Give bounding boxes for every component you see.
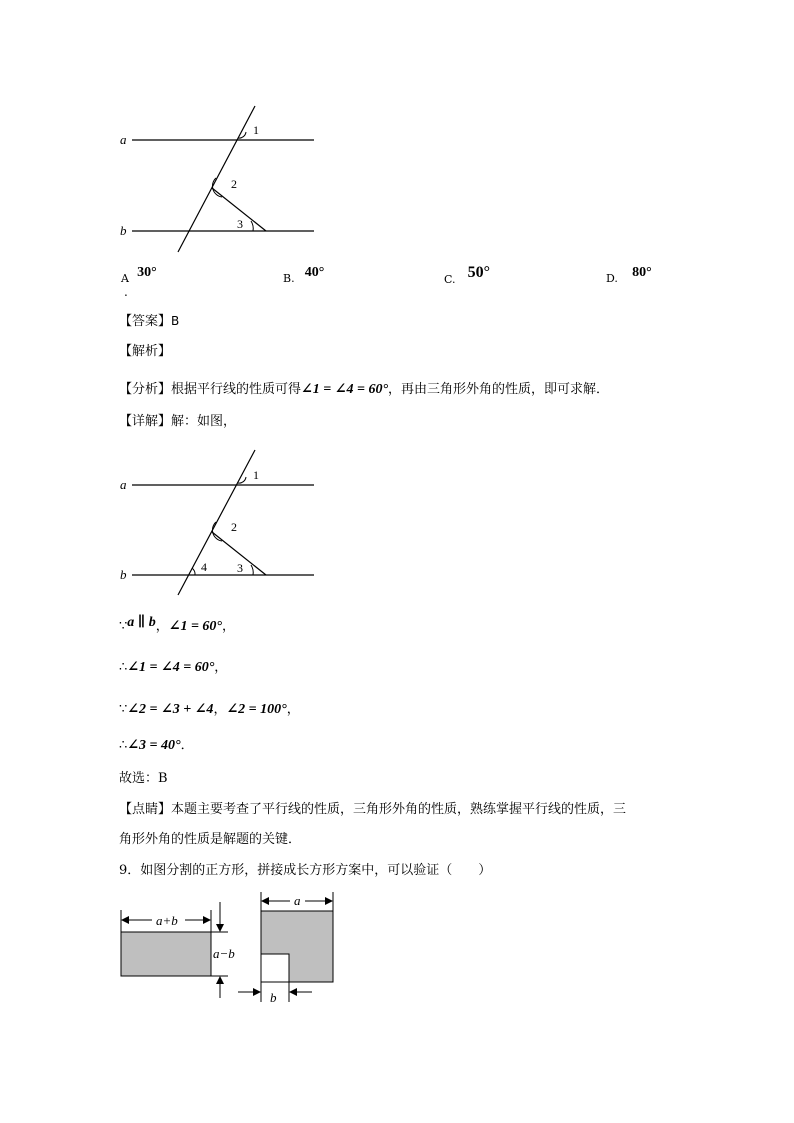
fig1-label-a: a (120, 132, 127, 147)
fig2-label-b: b (120, 567, 127, 582)
step-2-symbol: ∴ (119, 660, 128, 675)
step-2-end: ， (214, 660, 228, 675)
fenxi-math: ∠1 = ∠4 = 60° (301, 382, 389, 397)
figure-parallel-lines-1 (110, 100, 330, 260)
option-c-letter: C. (444, 273, 456, 286)
question-9: 9．如图分割的正方形，拼接成长方形方案中，可以验证（ ） (119, 863, 492, 878)
fenxi-line (119, 381, 609, 399)
fig1-angle-2: 2 (231, 177, 237, 191)
detail-label: 【详解】 (119, 414, 172, 429)
step-1-symbol: ∵ (119, 619, 128, 634)
step-1-end: ， (222, 619, 236, 634)
answer-label: 【答案】 (119, 314, 172, 329)
fenxi-text2: ，再由三角形外角的性质，即可求解． (388, 382, 610, 397)
fig3-square-label: a (294, 893, 301, 908)
fig1-angle-1: 1 (253, 123, 259, 137)
option-b-value: 40° (304, 265, 325, 280)
fig2-angle-4: 4 (201, 560, 207, 574)
detail-line (119, 413, 236, 431)
step-1-sep: ， (155, 619, 169, 634)
fig2-angle-1: 1 (253, 468, 259, 482)
option-d-value: 80° (632, 265, 652, 280)
fig2-label-a: a (120, 477, 127, 492)
step-3-symbol: ∵ (119, 702, 128, 717)
option-a-value: 30° (137, 265, 157, 280)
figure-square-rectangle (112, 888, 352, 1008)
step-2-math-1: ∠1 = ∠4 = 60° (127, 660, 215, 675)
option-c (444, 264, 491, 289)
step-1 (119, 615, 236, 636)
dianjing-line-1 (119, 801, 626, 819)
step-4-symbol: ∴ (119, 738, 128, 753)
step-3-sep: ， (213, 702, 227, 717)
step-3-end: ， (286, 702, 300, 717)
option-a-dot: . (124, 285, 128, 299)
analysis-header: 【解析】 (119, 344, 172, 359)
fig3-side-label: a−b (213, 946, 235, 961)
fig2-angle-2: 2 (231, 520, 237, 534)
fig1-label-b: b (120, 223, 127, 238)
fig1-angle-3: 3 (237, 217, 243, 231)
dianjing-line-2: 角形外角的性质是解题的关键． (119, 832, 302, 847)
fig2-angle-3: 3 (237, 561, 243, 575)
figure-parallel-lines-2 (110, 443, 330, 603)
option-b-letter: B. (283, 272, 295, 285)
fig3-top-label: a+b (156, 913, 178, 928)
step-4-end: ． (180, 738, 194, 753)
step-1-math-1: a ∥ b (127, 615, 156, 630)
fenxi-text1: 根据平行线的性质可得 (171, 382, 302, 397)
option-d-letter: D. (606, 272, 618, 285)
answer-value: B (171, 314, 180, 328)
option-c-value: 50° (467, 264, 491, 281)
option-a-letter: A (121, 272, 129, 285)
option-d (606, 265, 652, 288)
step-3-math-1: ∠2 = ∠3 + ∠4 (127, 702, 214, 717)
answer-line (119, 312, 179, 331)
option-b (283, 265, 325, 288)
step-1-math-2: ∠1 = 60° (168, 619, 223, 634)
dianjing-text-1: 本题主要考查了平行线的性质，三角形外角的性质，熟练掌握平行线的性质，三 (171, 802, 627, 817)
fig3-bottom-label: b (270, 990, 277, 1005)
detail-text: 解：如图， (171, 414, 237, 429)
step-3 (119, 701, 300, 719)
step-4 (119, 737, 194, 755)
fenxi-label: 【分析】 (119, 382, 172, 397)
conclusion: 故选：B (119, 771, 168, 786)
step-2 (119, 659, 227, 677)
step-3-math-2: ∠2 = 100° (226, 702, 287, 717)
step-4-math-1: ∠3 = 40° (127, 738, 181, 753)
dianjing-label: 【点睛】 (119, 802, 172, 817)
